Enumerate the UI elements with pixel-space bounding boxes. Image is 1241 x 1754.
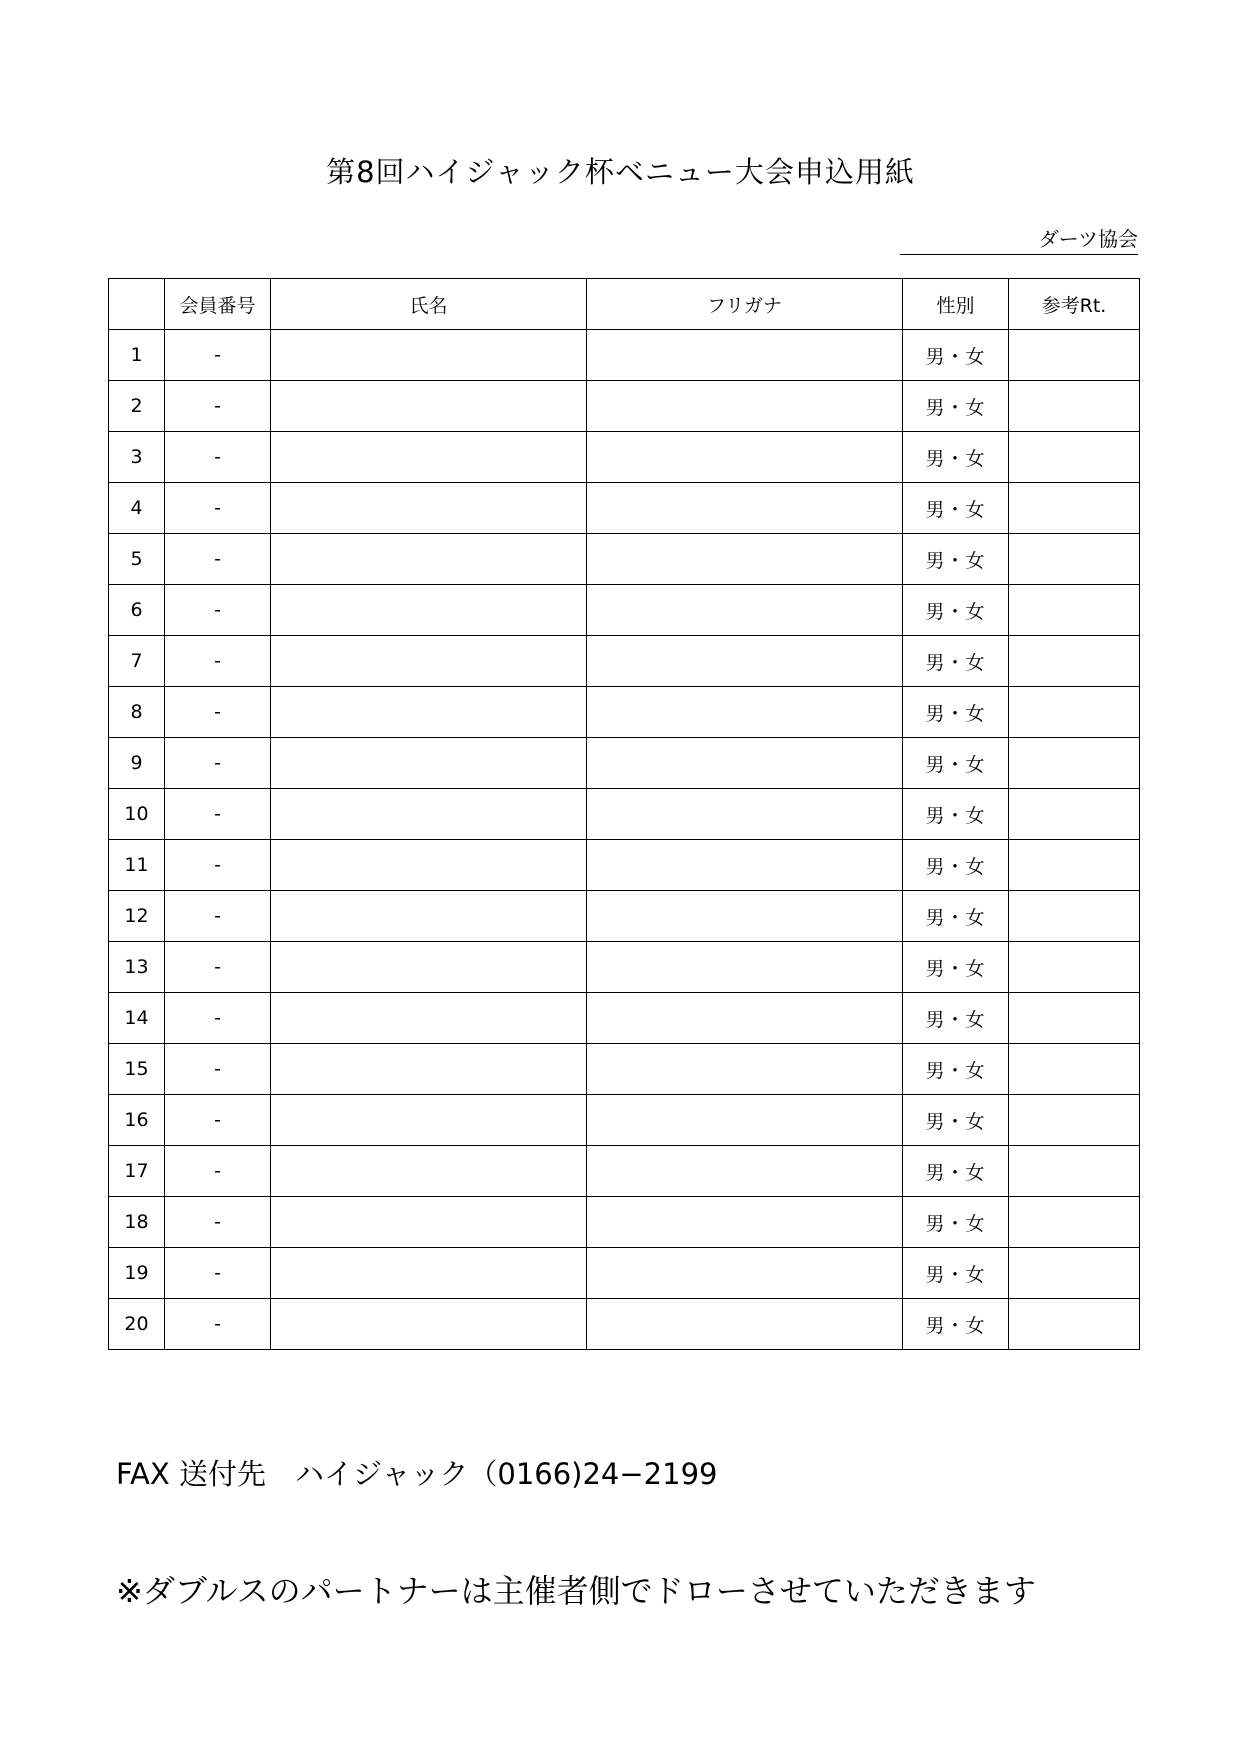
furigana-cell[interactable] [587,1197,903,1248]
sex-cell[interactable]: 男・女 [903,942,1009,993]
member-number-cell[interactable]: - [165,585,271,636]
entry-table [108,278,1140,1350]
furigana-cell[interactable] [587,738,903,789]
sex-cell[interactable]: 男・女 [903,1044,1009,1095]
row-number-cell: 17 [109,1146,165,1197]
rating-cell[interactable] [1009,1197,1140,1248]
name-cell[interactable] [271,1146,587,1197]
sex-cell[interactable]: 男・女 [903,891,1009,942]
sex-cell[interactable]: 男・女 [903,483,1009,534]
furigana-cell[interactable] [587,381,903,432]
table-row [109,1197,1140,1248]
table-row [109,789,1140,840]
row-number-cell: 12 [109,891,165,942]
rating-cell[interactable] [1009,483,1140,534]
header-member-number: 会員番号 [165,279,271,330]
name-cell[interactable] [271,585,587,636]
name-cell[interactable] [271,789,587,840]
furigana-cell[interactable] [587,1146,903,1197]
rating-cell[interactable] [1009,534,1140,585]
rating-cell[interactable] [1009,330,1140,381]
row-number-cell: 1 [109,330,165,381]
name-cell[interactable] [271,1299,587,1350]
rating-cell[interactable] [1009,1248,1140,1299]
furigana-cell[interactable] [587,636,903,687]
member-number-cell[interactable]: - [165,942,271,993]
member-number-cell[interactable]: - [165,534,271,585]
furigana-cell[interactable] [587,483,903,534]
name-cell[interactable] [271,942,587,993]
member-number-cell[interactable]: - [165,993,271,1044]
row-number-cell: 20 [109,1299,165,1350]
rating-cell[interactable] [1009,687,1140,738]
rating-cell[interactable] [1009,1095,1140,1146]
table-row [109,891,1140,942]
table-row [109,1146,1140,1197]
name-cell[interactable] [271,840,587,891]
table-row [109,738,1140,789]
rating-cell[interactable] [1009,636,1140,687]
name-cell[interactable] [271,993,587,1044]
table-row [109,483,1140,534]
furigana-cell[interactable] [587,585,903,636]
sex-cell[interactable]: 男・女 [903,330,1009,381]
member-number-cell[interactable]: - [165,789,271,840]
furigana-cell[interactable] [587,432,903,483]
member-number-cell[interactable]: - [165,381,271,432]
table-row [109,432,1140,483]
member-number-cell[interactable]: - [165,636,271,687]
sex-cell[interactable]: 男・女 [903,1095,1009,1146]
member-number-cell[interactable]: - [165,1299,271,1350]
sex-cell[interactable]: 男・女 [903,432,1009,483]
member-number-cell[interactable]: - [165,1095,271,1146]
rating-cell[interactable] [1009,993,1140,1044]
furigana-cell[interactable] [587,687,903,738]
rating-cell[interactable] [1009,840,1140,891]
header-no [109,279,165,330]
furigana-cell[interactable] [587,789,903,840]
furigana-cell[interactable] [587,1044,903,1095]
member-number-cell[interactable]: - [165,738,271,789]
header-name: 氏名 [271,279,587,330]
member-number-cell[interactable]: - [165,1146,271,1197]
name-cell[interactable] [271,534,587,585]
name-cell[interactable] [271,1095,587,1146]
rating-cell[interactable] [1009,891,1140,942]
row-number-cell: 15 [109,1044,165,1095]
sex-cell[interactable]: 男・女 [903,840,1009,891]
furigana-cell[interactable] [587,840,903,891]
row-number-cell: 14 [109,993,165,1044]
header-sex: 性別 [903,279,1009,330]
row-number-cell: 7 [109,636,165,687]
furigana-cell[interactable] [587,942,903,993]
row-number-cell: 19 [109,1248,165,1299]
table-row [109,636,1140,687]
rating-cell[interactable] [1009,1299,1140,1350]
name-cell[interactable] [271,432,587,483]
table-row [109,1248,1140,1299]
sex-cell[interactable]: 男・女 [903,687,1009,738]
table-row [109,840,1140,891]
name-cell[interactable] [271,1044,587,1095]
table-row [109,993,1140,1044]
sex-cell[interactable]: 男・女 [903,789,1009,840]
row-number-cell: 18 [109,1197,165,1248]
row-number-cell: 10 [109,789,165,840]
table-row [109,687,1140,738]
name-cell[interactable] [271,330,587,381]
member-number-cell[interactable]: - [165,1197,271,1248]
name-cell[interactable] [271,738,587,789]
row-number-cell: 4 [109,483,165,534]
row-number-cell: 2 [109,381,165,432]
sex-cell[interactable]: 男・女 [903,1248,1009,1299]
rating-cell[interactable] [1009,381,1140,432]
table-row [109,381,1140,432]
table-row [109,1044,1140,1095]
row-number-cell: 13 [109,942,165,993]
sex-cell[interactable]: 男・女 [903,381,1009,432]
name-cell[interactable] [271,483,587,534]
member-number-cell[interactable]: - [165,483,271,534]
member-number-cell[interactable]: - [165,1248,271,1299]
association-label: ダーツ協会 [900,224,1138,255]
name-cell[interactable] [271,687,587,738]
row-number-cell: 16 [109,1095,165,1146]
sex-cell[interactable]: 男・女 [903,1299,1009,1350]
furigana-cell[interactable] [587,330,903,381]
name-cell[interactable] [271,891,587,942]
sex-cell[interactable]: 男・女 [903,738,1009,789]
rating-cell[interactable] [1009,738,1140,789]
name-cell[interactable] [271,1197,587,1248]
sex-cell[interactable]: 男・女 [903,636,1009,687]
table-row [109,330,1140,381]
table-row [109,585,1140,636]
rating-cell[interactable] [1009,585,1140,636]
furigana-cell[interactable] [587,891,903,942]
row-number-cell: 9 [109,738,165,789]
member-number-cell[interactable]: - [165,432,271,483]
furigana-cell[interactable] [587,1095,903,1146]
furigana-cell[interactable] [587,534,903,585]
name-cell[interactable] [271,636,587,687]
sex-cell[interactable]: 男・女 [903,1197,1009,1248]
table-header-row [109,279,1140,330]
name-cell[interactable] [271,1248,587,1299]
member-number-cell[interactable]: - [165,891,271,942]
doubles-note: ※ダブルスのパートナーは主催者側でドローさせていただきます [116,1572,1036,1610]
table-row [109,534,1140,585]
rating-cell[interactable] [1009,432,1140,483]
row-number-cell: 11 [109,840,165,891]
member-number-cell[interactable]: - [165,330,271,381]
header-rating: 参考Rt. [1009,279,1140,330]
rating-cell[interactable] [1009,1044,1140,1095]
row-number-cell: 3 [109,432,165,483]
sex-cell[interactable]: 男・女 [903,534,1009,585]
name-cell[interactable] [271,381,587,432]
table-body [109,330,1140,1350]
furigana-cell[interactable] [587,993,903,1044]
rating-cell[interactable] [1009,942,1140,993]
furigana-cell[interactable] [587,1248,903,1299]
table-row [109,1299,1140,1350]
row-number-cell: 8 [109,687,165,738]
form-title: 第8回ハイジャック杯ベニュー大会申込用紙 [326,155,915,189]
rating-cell[interactable] [1009,1146,1140,1197]
member-number-cell[interactable]: - [165,840,271,891]
fax-destination: FAX 送付先 ハイジャック（0166)24−2199 [116,1457,718,1491]
member-number-cell[interactable]: - [165,687,271,738]
table-row [109,1095,1140,1146]
row-number-cell: 6 [109,585,165,636]
header-furigana: フリガナ [587,279,903,330]
member-number-cell[interactable]: - [165,1044,271,1095]
sex-cell[interactable]: 男・女 [903,993,1009,1044]
row-number-cell: 5 [109,534,165,585]
rating-cell[interactable] [1009,789,1140,840]
furigana-cell[interactable] [587,1299,903,1350]
sex-cell[interactable]: 男・女 [903,585,1009,636]
sex-cell[interactable]: 男・女 [903,1146,1009,1197]
table-row [109,942,1140,993]
